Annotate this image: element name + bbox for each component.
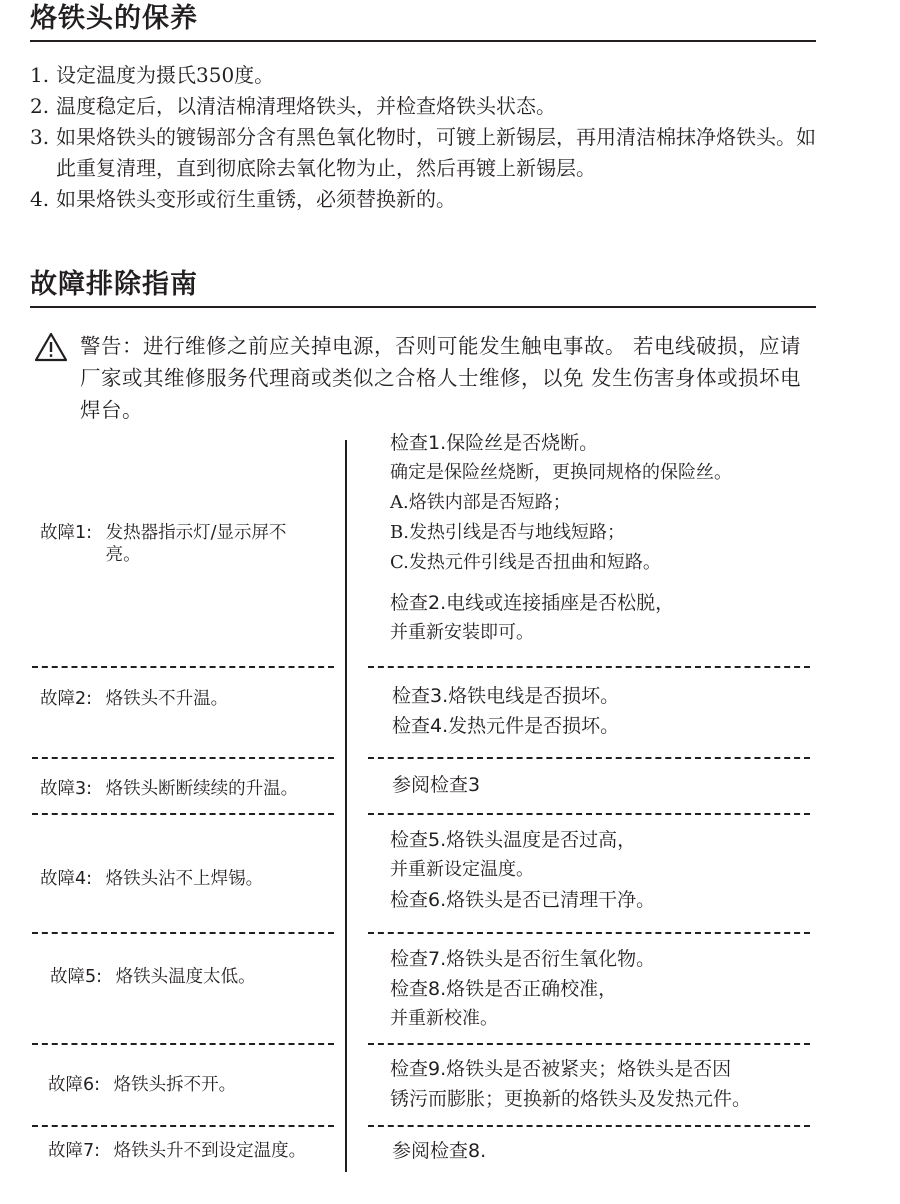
fault-label: 故障6: <box>48 1075 101 1095</box>
step-text: 如果烙铁头的镀锡部分含有黑色氧化物时，可镀上新锡层，再用清洁棉抹净烙铁头。如此重复清理，直到彻底除去氧化物为止，然后再镀上新锡层。 <box>56 125 816 180</box>
check-title: 检查9.烙铁头是否被紧夹；烙铁头是否因 <box>390 1058 732 1080</box>
check-reference: 参阅检查8. <box>392 1140 487 1162</box>
row-separator <box>32 932 334 934</box>
maintenance-step <box>30 60 820 91</box>
row-separator <box>32 757 334 759</box>
fault-desc: 烙铁头升不到设定温度。 <box>113 1141 307 1161</box>
fault-label: 故障5: <box>50 967 103 987</box>
row-separator <box>368 932 810 934</box>
row-separator <box>32 666 334 668</box>
check-title: 检查8.烙铁是否正确校准， <box>390 978 618 1000</box>
troubleshooting-heading: 故障排除指南 <box>30 268 816 308</box>
check-title: 检查3.烙铁电线是否损坏。 <box>392 685 620 707</box>
maintenance-step <box>30 122 816 184</box>
check-title: 检查7.烙铁头是否衍生氧化物。 <box>390 948 656 970</box>
fault-row <box>48 1140 344 1162</box>
maintenance-steps <box>30 60 820 215</box>
check-title: 检查5.烙铁头温度是否过高， <box>390 829 637 851</box>
step-number: 1. <box>30 63 50 87</box>
check-reference: 参阅检查3 <box>392 774 481 796</box>
fault-row <box>40 778 340 800</box>
fault-desc: 烙铁头断断续续的升温。 <box>105 779 299 799</box>
check-cell <box>390 428 820 648</box>
step-text: 温度稳定后，以清洁棉清理烙铁头，并检查烙铁头状态。 <box>56 94 556 118</box>
step-text: 如果烙铁头变形或衍生重锈，必须替换新的。 <box>56 187 456 211</box>
fault-label: 故障7: <box>48 1141 101 1161</box>
check-note: 并重新校准。 <box>390 1008 498 1029</box>
fault-desc: 烙铁头不升温。 <box>105 689 229 709</box>
check-title: 检查2.电线或连接插座是否松脱， <box>390 592 675 614</box>
check-cell <box>390 1054 820 1114</box>
fault-row <box>40 868 330 890</box>
row-separator <box>32 813 334 815</box>
check-cell <box>390 825 810 915</box>
step-number: 4. <box>30 187 50 211</box>
row-separator <box>368 757 810 759</box>
warning-triangle-icon <box>34 332 68 362</box>
fault-row <box>40 688 330 710</box>
row-separator <box>368 1125 810 1127</box>
fault-label: 故障1: <box>40 523 93 543</box>
fault-label: 故障4: <box>40 869 93 889</box>
check-title: 锈污而膨胀；更换新的烙铁头及发热元件。 <box>390 1088 752 1110</box>
table-divider <box>345 440 347 1172</box>
fault-desc: 烙铁头沾不上焊锡。 <box>105 869 264 889</box>
step-number: 3. <box>30 125 50 149</box>
check-cell <box>392 770 812 800</box>
check-cell <box>392 1136 812 1166</box>
check-item: B.发热引线是否与地线短路； <box>390 522 625 543</box>
maintenance-heading: 烙铁头的保养 <box>30 2 816 42</box>
fault-desc: 烙铁头温度太低。 <box>115 967 256 987</box>
row-separator <box>368 666 810 668</box>
fault-desc: 发热器指示灯/显示屏不亮。 <box>105 523 287 565</box>
check-title: 检查1.保险丝是否烧断。 <box>390 432 599 454</box>
check-note: 并重新安装即可。 <box>390 622 534 643</box>
fault-row <box>50 966 340 988</box>
fault-desc: 烙铁头拆不开。 <box>113 1075 237 1095</box>
check-title: 检查6.烙铁头是否已清理干净。 <box>390 889 656 911</box>
warning-text: 警告：进行维修之前应关掉电源，否则可能发生触电事故。 若电线破损，应请厂家或其维修服务代理商或类似之合格人士维修，以免 发生伤害身体或损坏电焊台。 <box>80 334 802 422</box>
fault-label: 故障3: <box>40 779 93 799</box>
step-text: 设定温度为摄氏350度。 <box>56 63 275 87</box>
maintenance-step <box>30 184 820 215</box>
warning-notice <box>34 330 814 426</box>
step-number: 2. <box>30 94 50 118</box>
row-separator <box>368 1043 810 1045</box>
check-note: 确定是保险丝烧断，更换同规格的保险丝。 <box>390 462 732 483</box>
check-cell <box>392 681 812 741</box>
fault-row <box>48 1074 338 1096</box>
check-item: C.发热元件引线是否扭曲和短路。 <box>390 552 661 573</box>
row-separator <box>32 1125 334 1127</box>
row-separator <box>368 813 810 815</box>
check-cell <box>390 944 810 1034</box>
fault-label: 故障2: <box>40 689 93 709</box>
check-note: 并重新设定温度。 <box>390 859 534 880</box>
fault-row <box>40 522 330 566</box>
maintenance-step <box>30 91 820 122</box>
row-separator <box>32 1043 334 1045</box>
check-title: 检查4.发热元件是否损坏。 <box>392 715 620 737</box>
check-item: A.烙铁内部是否短路； <box>390 492 571 513</box>
